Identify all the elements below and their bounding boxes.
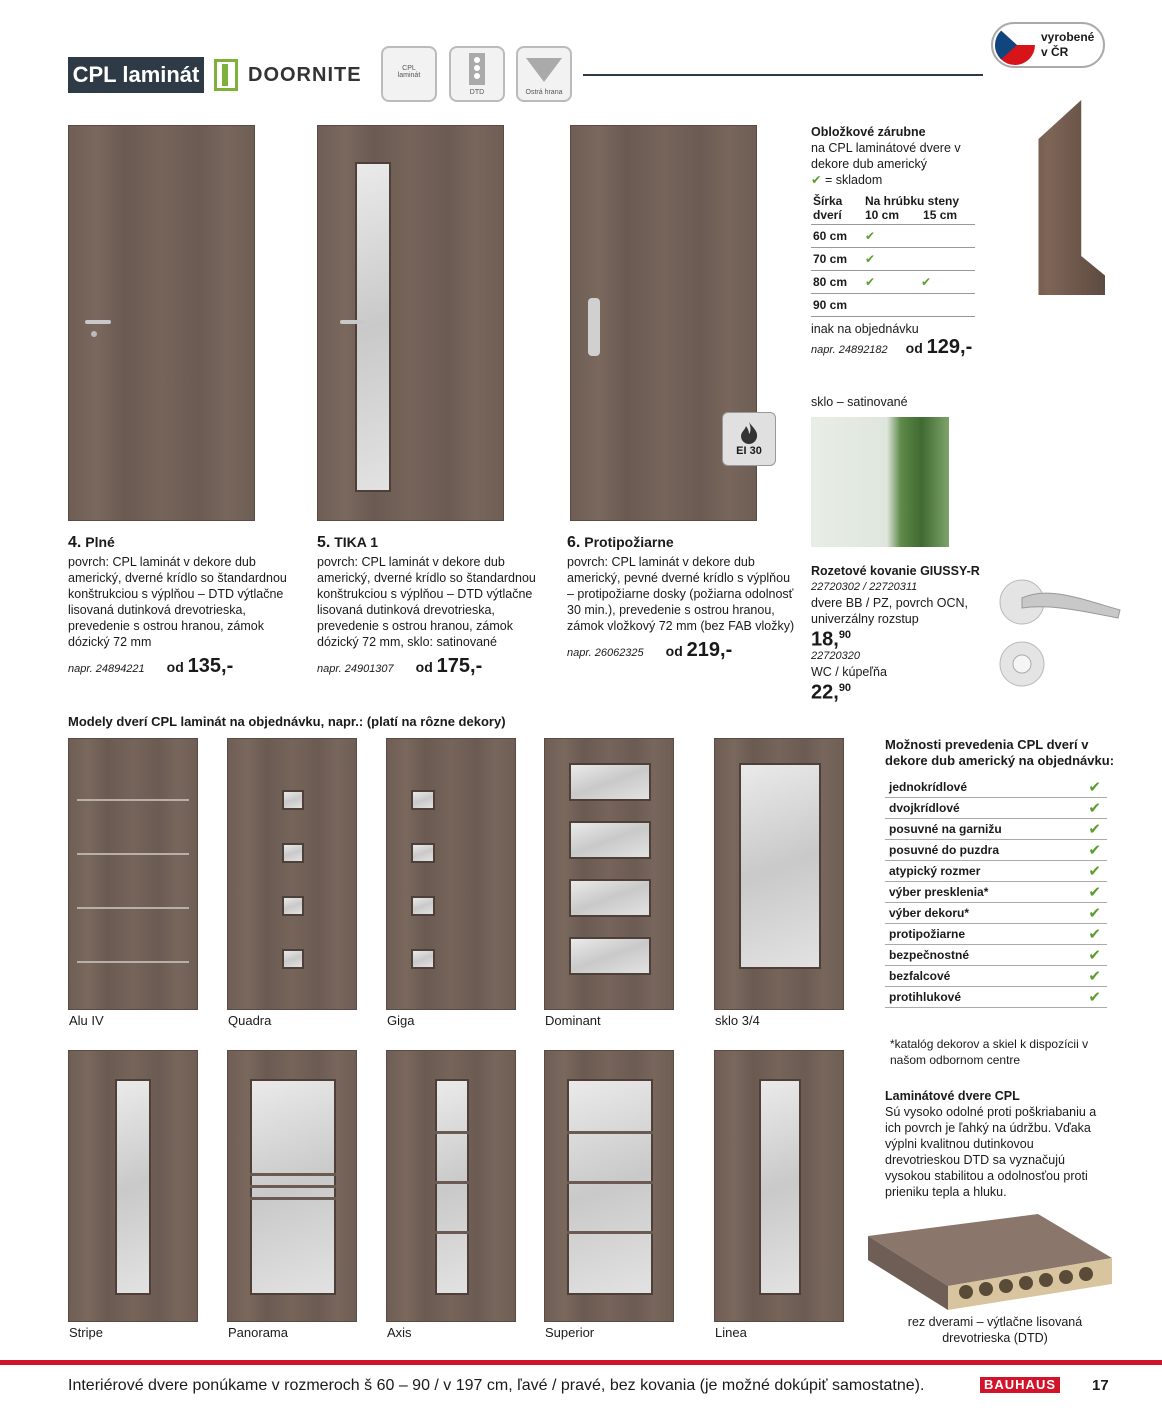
frame-price: 129,- <box>926 336 973 358</box>
model-label: sklo 3/4 <box>715 1013 760 1028</box>
product-tika <box>317 534 547 677</box>
catalog-door-giga <box>386 738 516 1028</box>
col-10: 10 cm <box>865 208 900 222</box>
fire-rating-label: EI 30 <box>736 445 762 457</box>
door-image-tika <box>317 125 504 521</box>
product-price: 135,- <box>187 655 234 677</box>
product-desc: povrch: CPL laminát v dekore dub americký, pevné dverné krídlo s výplňou – protipožiarne dosky (požiarna odolnosť 30 min.), prevedenie s ostrou hranou, zámok vložkový 72 mm (bez FAB vložky) <box>567 555 795 633</box>
door-image-plne <box>68 125 255 521</box>
product-number: 6. <box>567 534 581 551</box>
product-name: Plné <box>85 534 115 550</box>
catalog-door-dominant <box>544 738 674 1028</box>
model-label: Dominant <box>545 1013 601 1028</box>
door-handle-icon <box>340 320 366 324</box>
model-label: Giga <box>387 1013 415 1028</box>
check-icon: ✔ <box>811 173 822 187</box>
product-name: TIKA 1 <box>334 534 379 550</box>
catalog-door-stripe <box>68 1050 198 1340</box>
sharp-edge-icon <box>524 48 564 89</box>
col-15: 15 cm <box>923 208 958 222</box>
dtd-icon <box>467 48 487 89</box>
feature-cpl <box>381 46 437 102</box>
feature-sharp-edge <box>516 46 572 102</box>
frame-size-table <box>811 192 975 317</box>
table-row: dvojkrídlové ✔ <box>885 798 1107 819</box>
table-row: bezfalcové ✔ <box>885 966 1107 987</box>
feature-label: DTD <box>469 89 485 96</box>
model-label: Stripe <box>69 1325 103 1340</box>
frame-title: Obložkové zárubne <box>811 125 926 139</box>
hardware-price2: 22, <box>811 681 839 704</box>
table-row: posuvné do puzdra ✔ <box>885 840 1107 861</box>
hardware-desc: dvere BB / PZ, povrch OCN, univerzálny rozstup <box>811 596 968 626</box>
model-label: Linea <box>715 1325 747 1340</box>
col-width-header: Šírka dverí <box>811 192 863 225</box>
feature-label: Ostrá hrana <box>525 89 563 96</box>
product-name: Protipožiarne <box>584 534 674 550</box>
product-number: 5. <box>317 534 331 551</box>
product-code: napr. 26062325 <box>567 647 644 659</box>
table-row: bezpečnostné ✔ <box>885 945 1107 966</box>
door-handle-icon <box>85 320 111 324</box>
model-label: Axis <box>387 1325 412 1340</box>
glass-sample-image <box>811 417 949 547</box>
bauhaus-logo: BAUHAUS <box>980 1377 1060 1393</box>
product-price: 175,- <box>436 655 483 677</box>
product-code: napr. 24901307 <box>317 663 394 675</box>
feature-dtd <box>449 46 505 102</box>
laminate-info <box>885 1088 1110 1200</box>
product-plne <box>68 534 298 677</box>
lock-icon <box>91 331 97 337</box>
price-prefix: od <box>905 340 923 356</box>
catalog-door-quadra <box>227 738 357 1028</box>
catalog-door-axis <box>386 1050 516 1340</box>
hardware-price2-cents: 90 <box>838 681 852 694</box>
header-divider <box>583 74 983 76</box>
product-code: napr. 24894221 <box>68 663 145 675</box>
col-wall-header: Na hrúbku steny <box>865 194 960 208</box>
options-table <box>885 777 1107 1008</box>
frame-desc: na CPL laminátové dvere v dekore dub americký <box>811 141 961 171</box>
price-prefix: od <box>665 643 683 659</box>
table-row: výber dekoru* ✔ <box>885 903 1107 924</box>
cpl-icon: CPL laminát <box>397 65 421 79</box>
table-row: jednokrídlové ✔ <box>885 777 1107 798</box>
fire-rating-badge <box>722 412 776 466</box>
product-fire <box>567 534 797 661</box>
product-desc: povrch: CPL laminát v dekore dub americký, dverné krídlo so štandardnou konštrukciou s výplňou – DTD výtlačne lisovaná dutinková drevotrieska, prevedenie s ostrou hranou, zámok dózický 72 mm <box>68 555 287 649</box>
brand-logo <box>214 58 362 92</box>
catalog-door-superior <box>544 1050 674 1340</box>
origin-line2: v ČR <box>1041 45 1069 59</box>
page-number: 17 <box>1092 1377 1109 1394</box>
table-row: 90 cm <box>811 294 975 317</box>
hardware-title: Rozetové kovanie GIUSSY-R <box>811 564 980 578</box>
price-prefix: od <box>415 659 433 675</box>
catalog-door-linea <box>714 1050 844 1340</box>
table-row: 60 cm ✔ <box>811 225 975 248</box>
table-row: posuvné na garnižu ✔ <box>885 819 1107 840</box>
dtd-cross-section-image <box>868 1214 1112 1310</box>
table-row: 70 cm ✔ <box>811 248 975 271</box>
czech-flag-icon <box>995 25 1035 65</box>
options-footnote: *katalóg dekorov a skiel k dispozícii v našom odbornom centre <box>890 1037 1089 1067</box>
fire-icon <box>738 421 760 445</box>
hardware-desc2: WC / kúpeľňa <box>811 664 887 679</box>
hardware-codes: 22720302 / 22720311 <box>811 581 918 593</box>
catalog-title: Modely dverí CPL laminát na objednávku, napr.: (platí na rôzne dekory) <box>68 714 506 729</box>
glass-title: sklo – satinované <box>811 395 908 409</box>
catalog-door-sklo-3-4 <box>714 738 844 1028</box>
product-desc: povrch: CPL laminát v dekore dub americký, dverné krídlo so štandardnou konštrukciou s výplňou – DTD výtlačne lisovaná dutinková drevotrieska, prevedenie s ostrou hranou, zámok dózický 72 mm, sklo: satinované <box>317 555 536 649</box>
table-row: 80 cm ✔ ✔ <box>811 271 975 294</box>
brand-name: DOORNITE <box>248 63 362 86</box>
hardware-code2: 22720320 <box>811 649 860 662</box>
table-row: protihlukové ✔ <box>885 987 1107 1008</box>
options-title: Možnosti prevedenia CPL dverí v dekore dub americký na objednávku: <box>885 737 1115 768</box>
frame-code: napr. 24892182 <box>811 344 888 356</box>
laminate-desc: Sú vysoko odolné proti poškriabaniu a ich povrch je ľahký na údržbu. Vďaka výplni kvalitnou dutinkovou drevotrieskou DTD sa vyznačujú vysokou stabilitou a odolnosťou proti prieniku tepla a hluku. <box>885 1105 1097 1199</box>
table-row: výber presklenia* ✔ <box>885 882 1107 903</box>
catalog-door-alu-iv <box>68 738 198 1028</box>
made-in-cz-badge <box>991 22 1105 68</box>
footer-divider <box>0 1360 1162 1365</box>
page-title: CPL laminát <box>68 57 204 93</box>
door-handle-plate-icon <box>588 298 600 356</box>
model-label: Alu IV <box>69 1013 104 1028</box>
door-handle-image <box>998 578 1122 688</box>
product-price: 219,- <box>686 639 733 661</box>
frame-info <box>811 124 981 358</box>
model-label: Panorama <box>228 1325 288 1340</box>
hardware-price1: 18, <box>811 628 839 651</box>
price-prefix: od <box>166 659 184 675</box>
footer-text: Interiérové dvere ponúkame v rozmeroch š 60 – 90 / v 197 cm, ľavé / pravé, bez kovania (je možné dokúpiť samostatne). <box>68 1377 925 1394</box>
hardware-info <box>811 563 991 704</box>
stock-legend: = skladom <box>824 173 883 187</box>
door-glass <box>355 162 391 492</box>
origin-line1: vyrobené <box>1041 30 1095 44</box>
frame-note: inak na objednávku <box>811 322 919 336</box>
frame-image <box>1010 100 1105 295</box>
table-row: atypický rozmer ✔ <box>885 861 1107 882</box>
model-label: Quadra <box>228 1013 272 1028</box>
table-row: protipožiarne ✔ <box>885 924 1107 945</box>
model-label: Superior <box>545 1325 595 1340</box>
catalog-door-panorama <box>227 1050 357 1340</box>
laminate-title: Laminátové dvere CPL <box>885 1089 1020 1103</box>
laminate-caption: rez dverami – výtlačne lisovaná drevotrieska (DTD) <box>907 1315 1083 1345</box>
product-number: 4. <box>68 534 82 551</box>
hardware-price1-cents: 90 <box>838 629 852 641</box>
doornite-logo-icon <box>214 59 238 91</box>
